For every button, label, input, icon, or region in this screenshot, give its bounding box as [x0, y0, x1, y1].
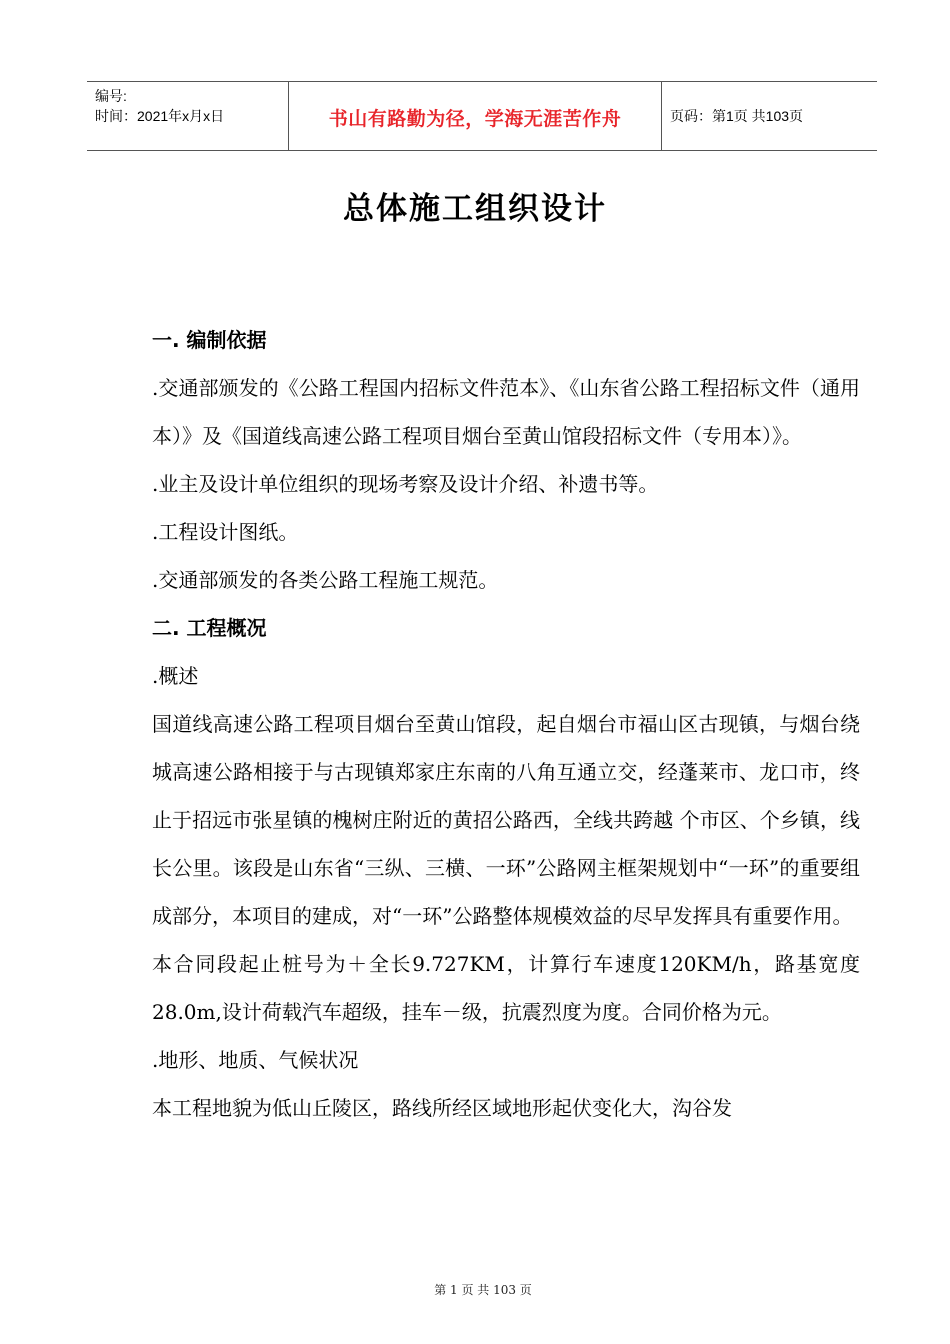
- document-body: [107, 316, 860, 1132]
- paragraph: .交通部颁发的《公路工程国内招标文件范本》、《山东省公路工程招标文件（通用本）》及《国道线高速公路工程项目烟台至黄山馆段招标文件（专用本）》。: [152, 376, 860, 448]
- paragraph: 国道线高速公路工程项目烟台至黄山馆段，起自烟台市福山区古现镇，与烟台绕城高速公路相接于与古现镇郑家庄东南的八角互通立交，经蓬莱市、龙口市，终止于招远市张星镇的槐树庄附近的黄招公路西，全线共跨越 个市区、个乡镇，线长公里。该段是山东省“三纵、三横、一环”公路网主框架规划中“一环”的重要组成部分，本项目的建成，对“一环”公路整体规模效益的尽早发挥具有重要作用。: [152, 712, 860, 928]
- page-footer: 第 1 页 共 103 页: [434, 1283, 532, 1297]
- page-header: [87, 81, 877, 151]
- document-title: 总体施工组织设计: [343, 191, 607, 227]
- paragraph: .工程设计图纸。: [152, 520, 299, 544]
- header-meta: [95, 86, 224, 126]
- paragraph: 本合同段起止桩号为＋全长9.727KM，计算行车速度120KM/h，路基宽度28.0m,设计荷载汽车超级，挂车－级，抗震烈度为度。合同价格为元。: [152, 952, 860, 1024]
- header-motto: 书山有路勤为径，学海无涯苦作舟: [328, 108, 622, 130]
- paragraph: .业主及设计单位组织的现场考察及设计介绍、补遗书等。: [152, 472, 659, 496]
- subsection-heading: .概述: [152, 664, 199, 688]
- paragraph: .交通部颁发的各类公路工程施工规范。: [152, 568, 499, 592]
- section-heading-overview: 二. 工程概况: [152, 616, 267, 640]
- header-divider: [661, 82, 662, 150]
- header-page-info: 页码：第1页 共103页: [670, 108, 804, 124]
- paragraph: 本工程地貌为低山丘陵区，路线所经区域地形起伏变化大，沟谷发: [152, 1096, 732, 1120]
- subsection-heading: .地形、地质、气候状况: [152, 1048, 359, 1072]
- document-date-label: 时间：2021年x月x日: [95, 108, 225, 124]
- document-number-label: 编号:: [95, 88, 127, 104]
- section-heading-basis: 一. 编制依据: [152, 328, 267, 352]
